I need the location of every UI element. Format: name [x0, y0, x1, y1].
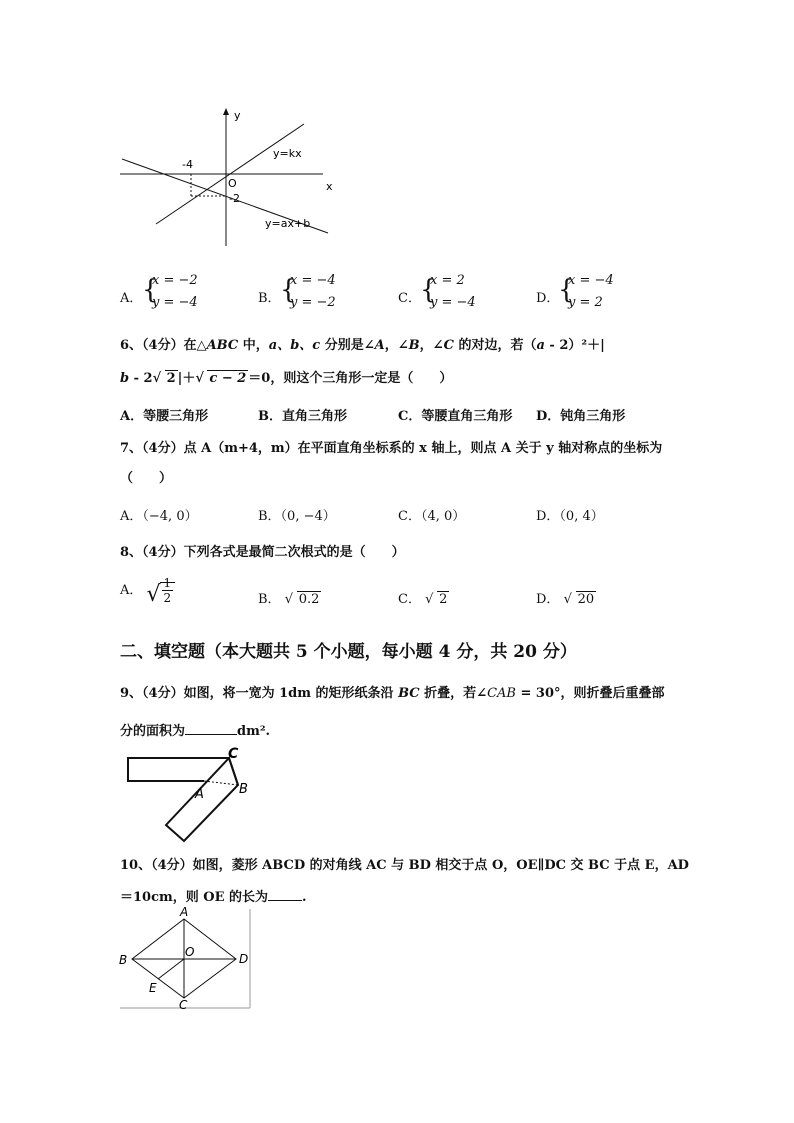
x-axis-label: x	[326, 180, 333, 193]
q6-text: 在△	[183, 338, 207, 353]
q7-option-a[interactable]: A．（−4, 0）	[120, 509, 198, 524]
system-eq1: x = −4	[568, 273, 614, 288]
dashed-ab	[204, 781, 238, 785]
system-eq2: y = −4	[430, 295, 476, 310]
option-letter: B．	[258, 291, 281, 306]
q9-text: 折叠，若∠	[419, 686, 488, 701]
strip-horizontal	[128, 758, 229, 781]
q8-option-b[interactable]	[258, 588, 321, 607]
system-eq2: y = −4	[152, 295, 198, 310]
q6-angle-a: A	[374, 338, 385, 353]
sqrt-0-2: √ 0.2	[284, 592, 320, 607]
label-c: C	[228, 746, 239, 762]
q6-option-d[interactable]: D．钝角三角形	[536, 409, 626, 424]
q7-option-d[interactable]: D．（0, 4）	[536, 509, 604, 524]
option-letter: D．	[536, 592, 560, 607]
fold-line-bc	[229, 758, 238, 785]
q9-text: 9、（4分）如图，将一宽为	[120, 686, 280, 701]
y-axis-arrow	[223, 108, 229, 115]
system-eq1: x = −4	[290, 273, 336, 288]
option-letter: C．	[398, 291, 421, 306]
label-a: A	[195, 787, 204, 802]
sqrt-2: √ 2	[152, 371, 176, 386]
y-axis-label: y	[234, 109, 241, 122]
x-tick-label: -4	[182, 158, 193, 171]
q8-option-d[interactable]	[536, 588, 596, 607]
q6-text: ＝0，则这个三角形一定是（ ）	[248, 371, 453, 386]
q6-option-b[interactable]: B．直角三角形	[258, 409, 347, 424]
q6-var-a: a	[536, 338, 545, 353]
origin-label: O	[228, 177, 237, 190]
q6-option-a[interactable]: A．等腰三角形	[120, 409, 209, 424]
option-letter: A．	[120, 583, 143, 598]
q7-line1: 7、（4分）点 A（m+4，m）在平面直角坐标系的 x 轴上，则点 A 关于 y 轴对称点的坐标为	[120, 441, 663, 456]
line1-label: y=kx	[273, 147, 302, 160]
q9-fold-line: BC	[398, 686, 420, 701]
q7-line2: （ ）	[120, 471, 173, 486]
answer-blank[interactable]	[185, 722, 237, 735]
system-eq2: y = −2	[290, 295, 336, 310]
section-heading: 二、填空题（本大题共 5 个小题，每小题 4 分，共 20 分）	[120, 642, 577, 662]
folded-strip-figure	[124, 745, 259, 845]
label-e: E	[149, 981, 157, 995]
radicand: 2	[166, 371, 176, 386]
fraction-denominator: 2	[163, 591, 172, 605]
q8-option-a[interactable]	[120, 576, 175, 605]
q9-unit: dm².	[237, 724, 271, 739]
q6-text: 分别是∠	[320, 338, 375, 353]
q9-width: 1dm	[279, 686, 312, 701]
option-letter: D．	[536, 291, 560, 306]
radicand: 20	[577, 592, 595, 607]
q9-angle: CAB	[487, 686, 516, 701]
q10-text: .	[302, 890, 307, 905]
q9-line2	[120, 720, 270, 739]
sqrt-20: √ 20	[563, 592, 595, 607]
system-eq1: x = 2	[430, 273, 465, 288]
q6-text: - 2	[129, 371, 153, 386]
sqrt-c-2: √ c − 2	[195, 371, 247, 386]
option-letter: A．	[120, 291, 143, 306]
option-letter: C．	[398, 592, 421, 607]
q10-line1: 10、（4分）如图，菱形 ABCD 的对角线 AC 与 BD 相交于点 O，OE∥DC 交 BC 于点 E，AD	[120, 858, 689, 873]
q10-text: ＝10cm，则 OE 的长为	[120, 890, 269, 905]
q6-text: - 2）²＋|	[544, 338, 605, 353]
q6-text: |＋	[177, 371, 196, 386]
q7-option-c[interactable]: C．（4, 0）	[398, 509, 466, 524]
q6-line2	[120, 367, 452, 386]
q9-line1	[120, 682, 665, 701]
q8-option-c[interactable]	[398, 588, 449, 607]
radicand: 0.2	[298, 592, 320, 607]
q6-text: 的对边，若（	[453, 338, 537, 353]
q6-text: 中，	[238, 338, 269, 353]
answer-blank[interactable]	[268, 888, 302, 901]
sqrt-fraction: √ $\frac{1}{2}$	[147, 576, 176, 605]
q6-line1	[120, 334, 605, 353]
label-o: O	[185, 945, 195, 959]
question-number: 6、（4分）	[120, 338, 184, 353]
q9-text: 分的面积为	[120, 724, 186, 739]
q6-option-c[interactable]: C．等腰直角三角形	[398, 409, 513, 424]
q7-option-b[interactable]: B．（0, −4）	[258, 509, 336, 524]
option-letter: B．	[258, 592, 281, 607]
q6-vars: a、b、c	[268, 338, 321, 353]
q6-var-b: b	[120, 371, 130, 386]
radicand: 2	[439, 592, 448, 607]
linear-functions-graph	[118, 106, 338, 256]
q9-text: = 30°，则折叠后重叠部	[515, 686, 665, 701]
system-eq1: x = −2	[152, 273, 198, 288]
label-c: C	[179, 998, 188, 1012]
q6-text: ，∠	[419, 338, 444, 353]
q6-angle-c: C	[443, 338, 454, 353]
q6-triangle: ABC	[206, 338, 239, 353]
q8-line1: 8、（4分）下列各式是最简二次根式的是（ ）	[120, 545, 405, 560]
label-b: B	[119, 953, 128, 967]
label-b: B	[239, 782, 248, 797]
q6-angle-b: B	[408, 338, 420, 353]
line2-label: y=ax+b	[265, 217, 311, 230]
rhombus-figure	[116, 905, 261, 1015]
y-tick-label: -2	[229, 192, 240, 205]
q6-text: ，∠	[384, 338, 409, 353]
sqrt-2: √ 2	[425, 592, 448, 607]
q9-text: 的矩形纸条沿	[311, 686, 399, 701]
label-a: A	[180, 905, 189, 919]
system-eq2: y = 2	[568, 295, 603, 310]
label-d: D	[239, 952, 249, 966]
radicand: c − 2	[209, 371, 247, 386]
fraction-numerator: 1	[163, 576, 172, 590]
segment-oe	[158, 959, 184, 979]
q10-line2	[120, 886, 307, 905]
